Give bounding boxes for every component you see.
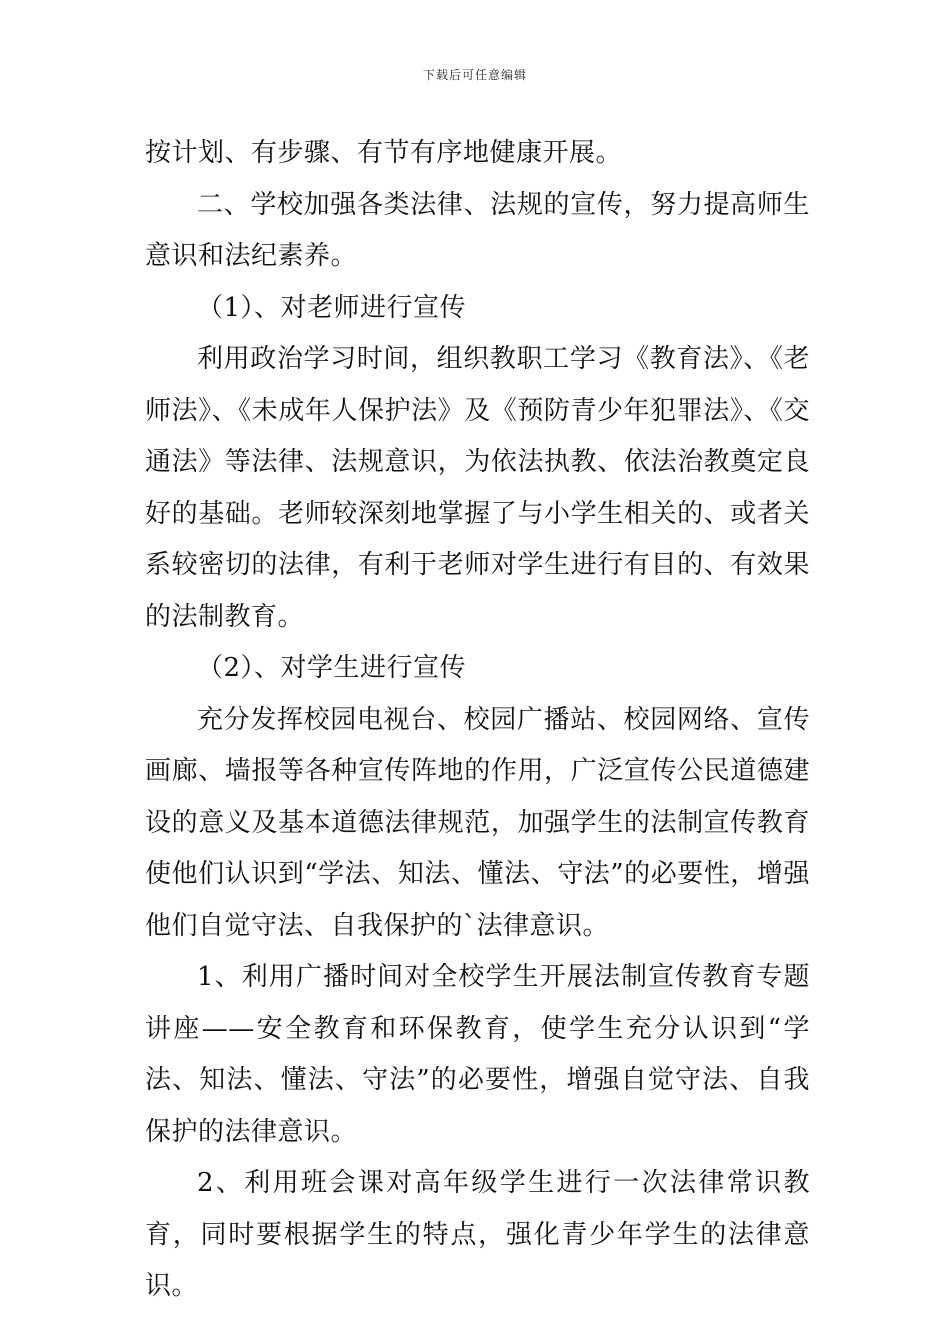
paragraph-subheading-teachers: （1）、对老师进行宣传	[197, 292, 467, 323]
paragraph-teachers-body: 利用政治学习时间，组织教职工学习《教育法》、《老师法》、《未成年人保护法》及《预防青少年犯罪法》、《交通法》等法律、法规意识，为依法执教、依法治教奠定良好的基础。老师较深刻地掌握了与小学生相关的、或者关系较密切的法律，有利于老师对学生进行有目的、有效果的法制教育。	[145, 344, 810, 632]
document-body	[145, 128, 810, 1313]
paragraph-subheading-students: （2）、对学生进行宣传	[197, 653, 467, 683]
page-header-note: 下载后可任意编辑	[422, 68, 527, 82]
paragraph-section-two-heading: 二、学校加强各类法律、法规的宣传，努力提高师生意识和法纪素养。	[145, 189, 810, 271]
paragraph-item-one: 1、利用广播时间对全校学生开展法制宣传教育专题讲座——安全教育和环保教育，使学生充分认识到“学法、知法、懂法、守法”的必要性，增强自觉守法、自我保护的法律意识。	[145, 962, 810, 1147]
paragraph-item-two: 2、利用班会课对高年级学生进行一次法律常识教育，同时要根据学生的特点，强化青少年学生的法律意识。	[145, 1168, 810, 1301]
paragraph-students-body: 充分发挥校园电视台、校园广播站、校园网络、宣传画廊、墙报等各种宣传阵地的作用，广泛宣传公民道德建设的意义及基本道德法律规范，加强学生的法制宣传教育使他们认识到“学法、知法、懂法、守法”的必要性，增强他们自觉守法、自我保护的`法律意识。	[145, 704, 810, 941]
paragraph-continuation: 按计划、有步骤、有节有序地健康开展。	[145, 138, 623, 168]
